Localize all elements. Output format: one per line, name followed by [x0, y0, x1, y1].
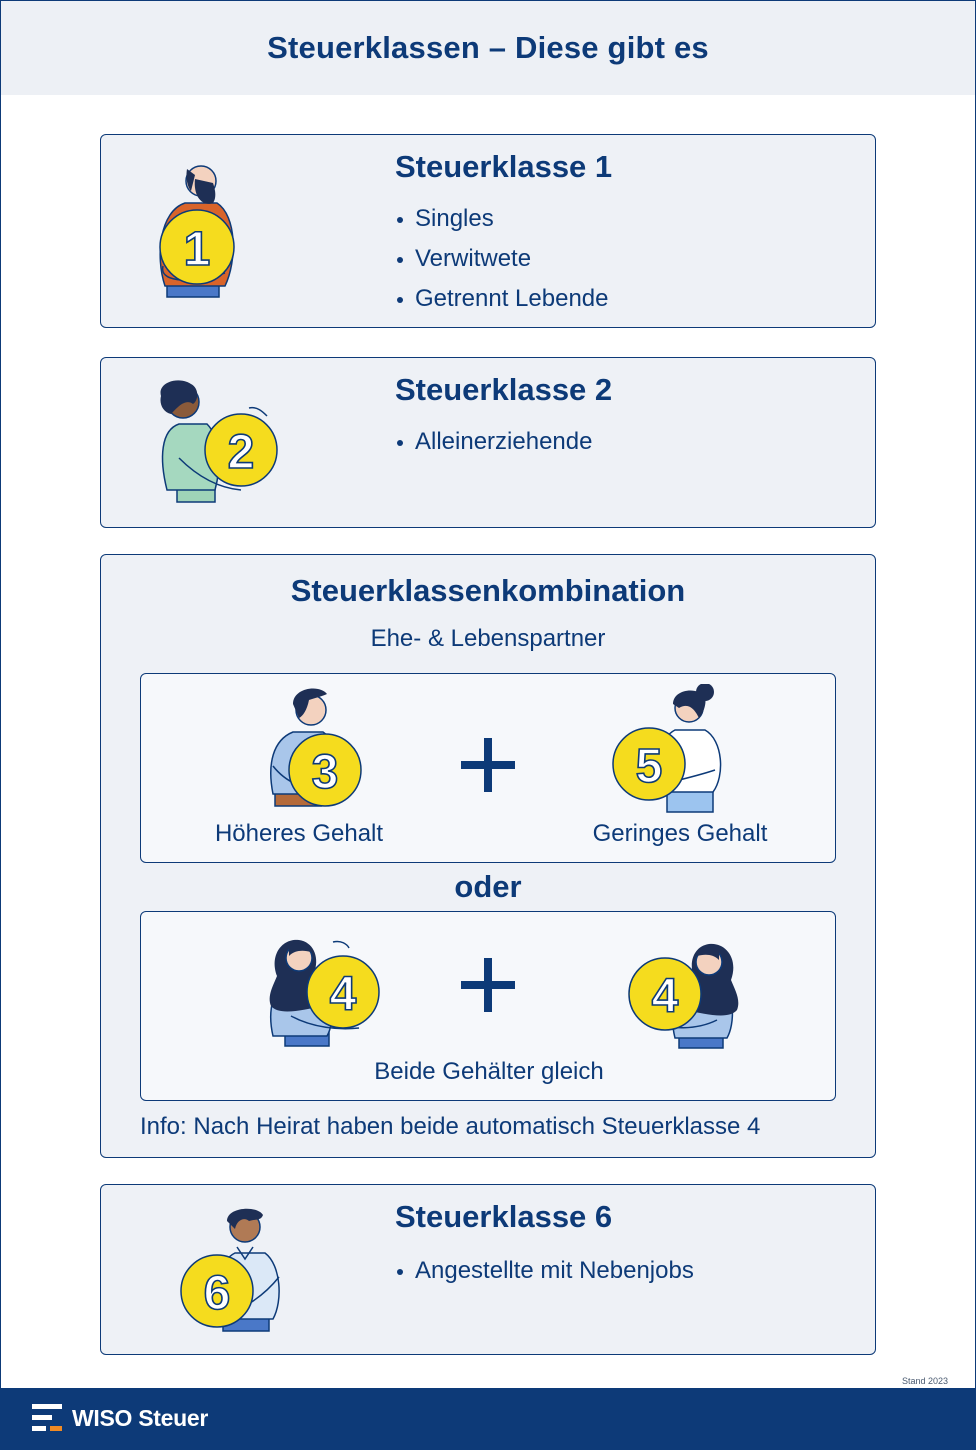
card-steuerklasse-2: [100, 357, 876, 528]
brand-name: WISO Steuer: [72, 1404, 209, 1431]
label-geringes-gehalt: Geringes Gehalt: [592, 820, 768, 847]
stand-note: Stand 2023: [901, 1376, 948, 1386]
plus-icon: [461, 958, 515, 1012]
bullet-item: Verwitwete: [395, 239, 609, 279]
page-title: Steuerklassen – Diese gibt es: [267, 30, 709, 65]
plus-icon: [461, 738, 515, 792]
bullet-item: Getrennt Lebende: [395, 279, 609, 319]
person-with-coin-4-right-illustration: [621, 940, 745, 1050]
person-with-coin-1-illustration: [145, 161, 245, 301]
person-with-coin-5-illustration: [609, 684, 727, 814]
combo-subtitle: Ehe- & Lebenspartner: [370, 625, 606, 652]
separator-oder: oder: [454, 869, 522, 904]
card-title: Steuerklasse 6: [395, 1199, 613, 1234]
person-with-coin-3-illustration: [267, 686, 367, 808]
coin-number: 4: [651, 970, 679, 1023]
bullet-item: Angestellte mit Nebenjobs: [395, 1251, 694, 1291]
bullet-list: [395, 199, 609, 319]
person-with-coin-4-left-illustration: [263, 936, 389, 1048]
combination-3-5: [140, 673, 836, 863]
card-steuerklasse-1: [100, 134, 876, 328]
card-steuerklasse-6: [100, 1184, 876, 1355]
coin-number: 6: [203, 1267, 231, 1320]
page-header: [1, 1, 975, 95]
card-steuerklassenkombination: [100, 554, 876, 1158]
label-beide-gehaelter-gleich: Beide Gehälter gleich: [374, 1058, 604, 1085]
coin-number: 2: [227, 426, 255, 479]
person-with-coin-2-illustration: [149, 378, 289, 506]
card-title: Steuerklasse 1: [395, 149, 613, 184]
card-title: Steuerklasse 2: [395, 372, 613, 407]
bullet-item: Alleinerziehende: [395, 422, 592, 462]
coin-number: 5: [635, 740, 663, 793]
bullet-list: [395, 422, 592, 462]
bullet-list: [395, 1251, 694, 1291]
wiso-logo-icon: [32, 1404, 62, 1432]
combination-4-4: [140, 911, 836, 1101]
label-hoeheres-gehalt: Höheres Gehalt: [214, 820, 384, 847]
combo-title: Steuerklassenkombination: [290, 573, 686, 608]
coin-number: 4: [329, 968, 357, 1021]
coin-number: 1: [183, 223, 211, 276]
footer-bar: [0, 1388, 976, 1450]
bullet-item: Singles: [395, 199, 609, 239]
wiso-logo: [32, 1404, 208, 1432]
info-text: Info: Nach Heirat haben beide automatisch Steuerklasse 4: [140, 1113, 761, 1140]
person-with-coin-6-illustration: [179, 1207, 289, 1335]
coin-number: 3: [311, 746, 339, 799]
